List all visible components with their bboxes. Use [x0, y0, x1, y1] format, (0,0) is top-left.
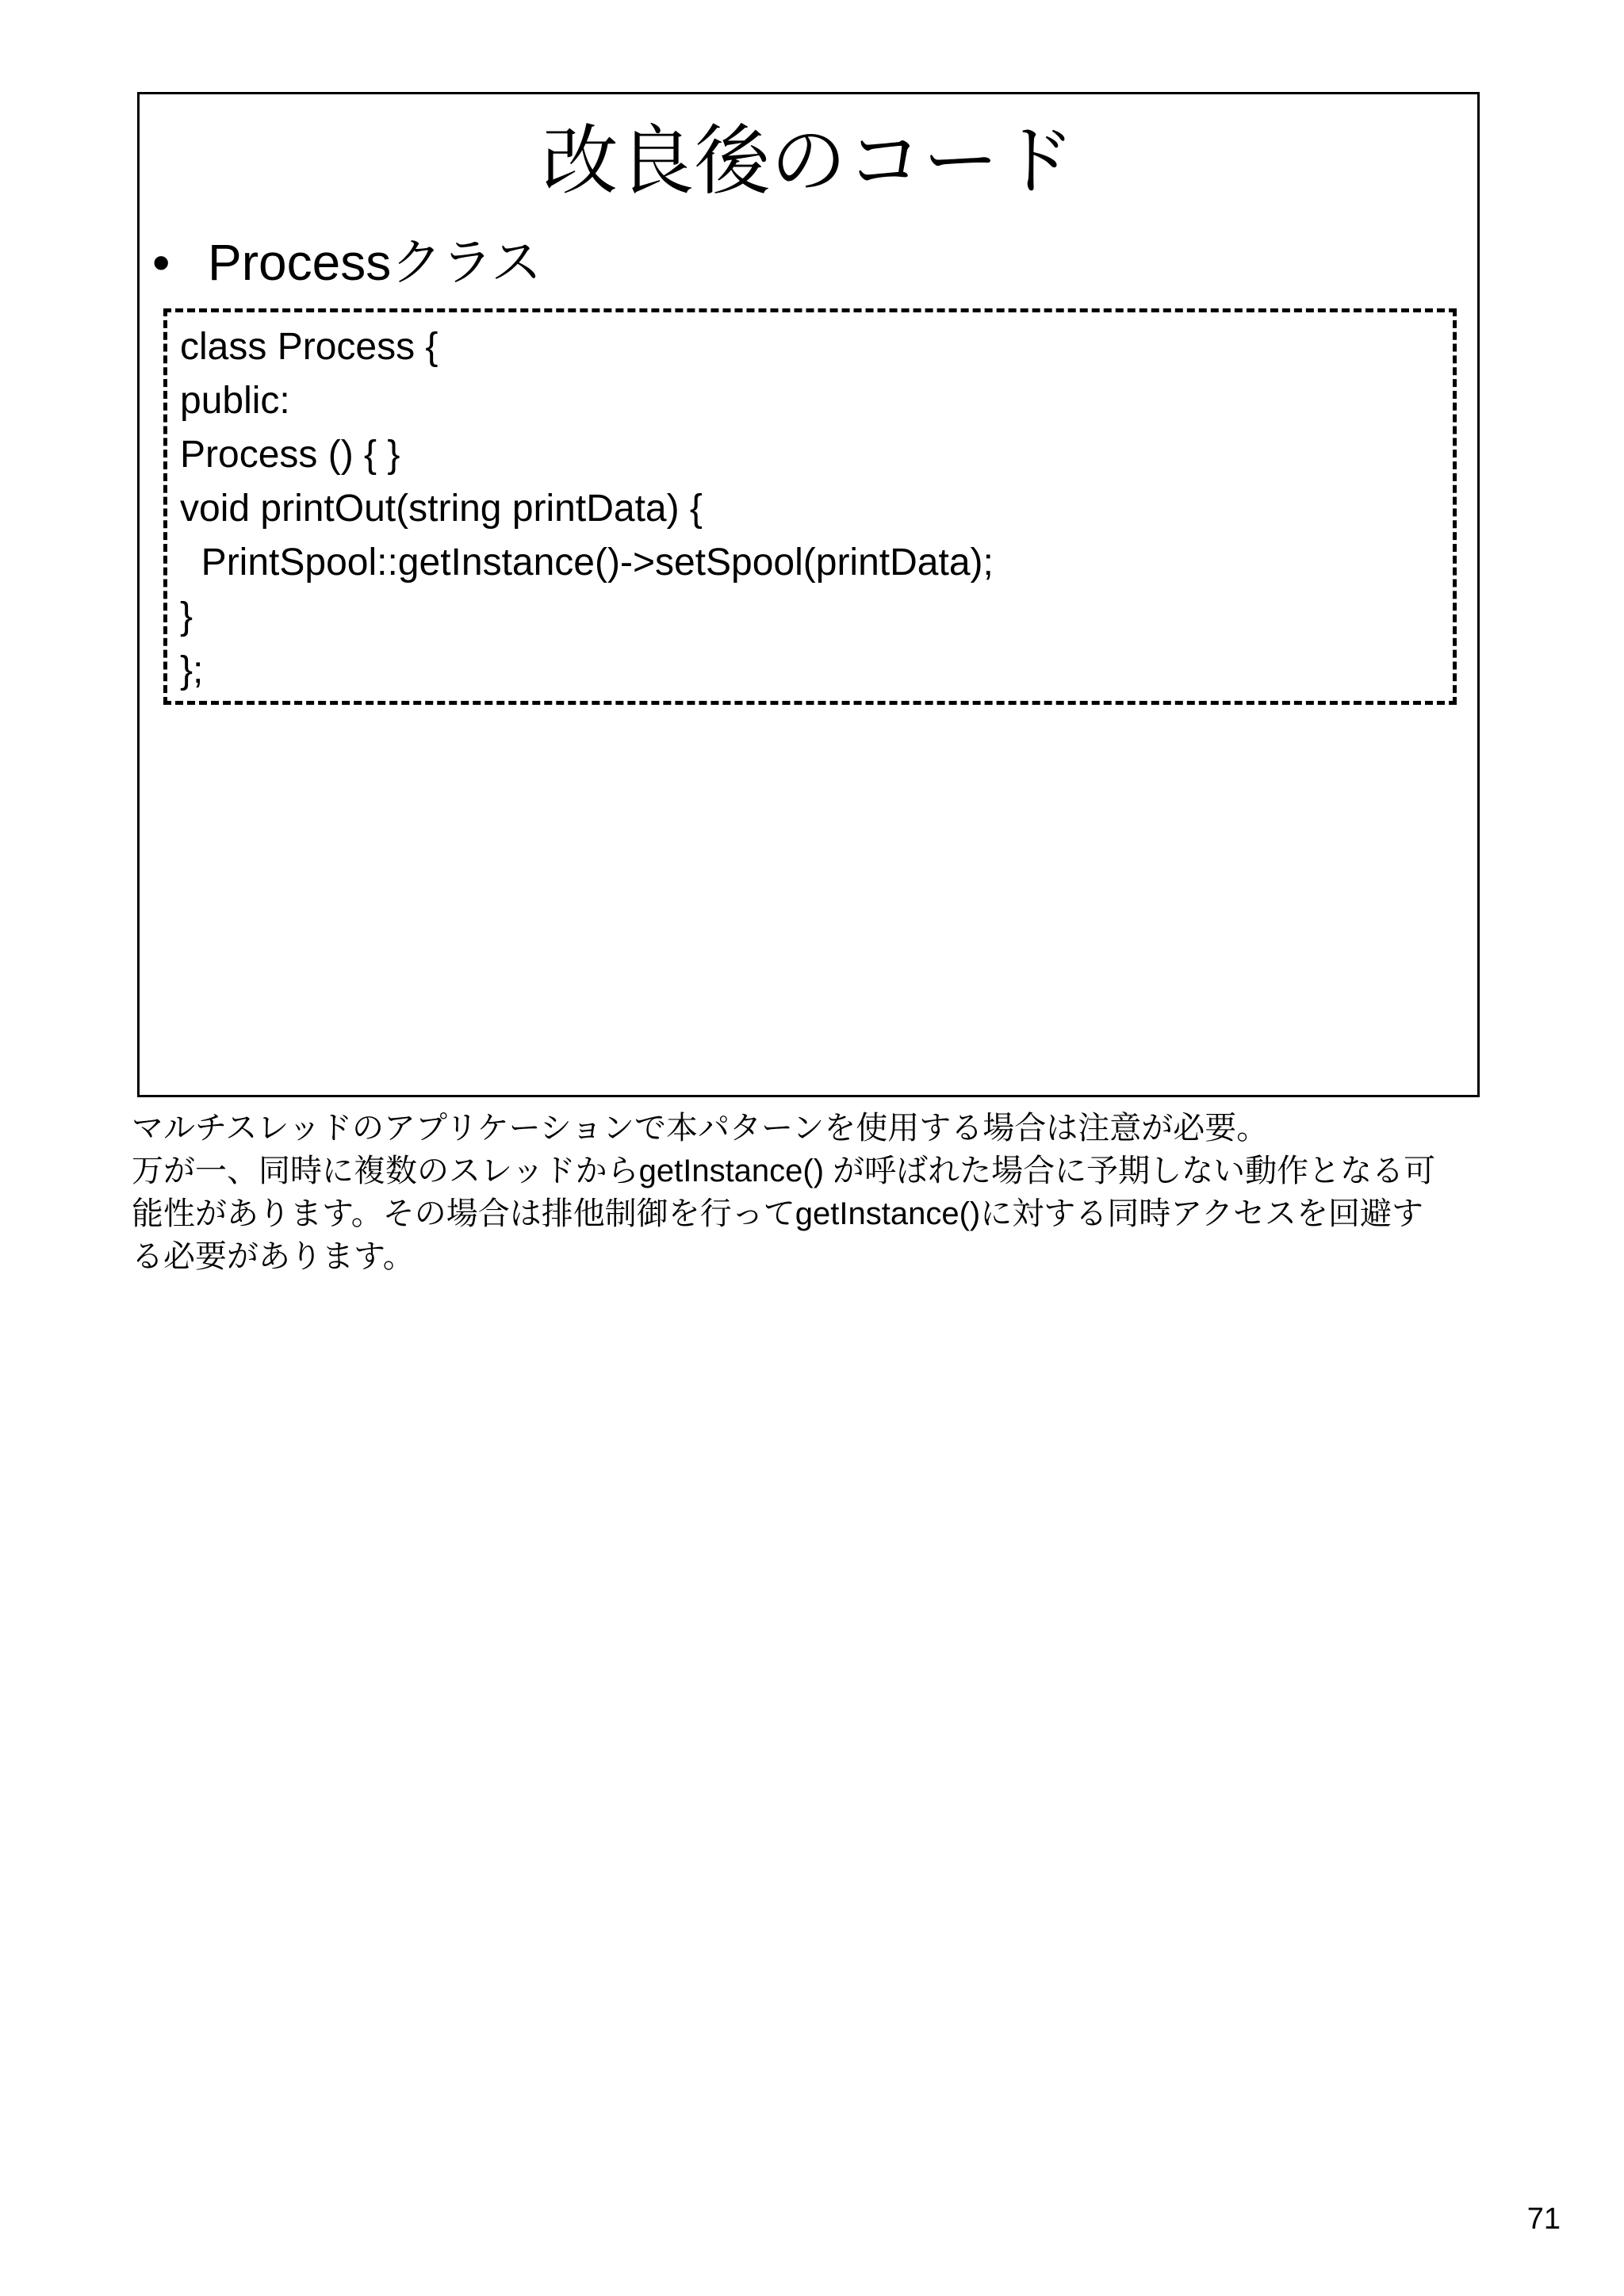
bullet-text: Processクラス: [208, 234, 542, 291]
speaker-notes: [132, 1107, 1496, 1278]
code-line: }: [180, 595, 193, 637]
note-line: 能性があります。その場合は排他制御を行ってgetInstance()に対する同時アクセスを回避す: [132, 1196, 1424, 1231]
note-line: マルチスレッドのアプリケーションで本パターンを使用する場合は注意が必要。: [132, 1111, 1269, 1146]
note-line: 万が一、同時に複数のスレッドからgetInstance() が呼ばれた場合に予期しない動作となる可: [132, 1154, 1436, 1188]
note-line: る必要があります。: [132, 1239, 415, 1274]
code-line: };: [180, 649, 204, 691]
page-number: 71: [1526, 2202, 1561, 2236]
bullet-marker: •: [152, 234, 170, 291]
code-line: public:: [180, 380, 290, 422]
code-line: class Process {: [180, 326, 439, 368]
code-line: void printOut(string printData) {: [180, 488, 703, 530]
slide-title: 改良後のコード: [542, 119, 1075, 204]
code-block: [163, 308, 1457, 705]
slide-frame: [137, 92, 1480, 1097]
code-line: Process () { }: [180, 434, 400, 476]
code-line: PrintSpool::getInstance()->setSpool(printData);: [180, 541, 994, 584]
bullet-item: [152, 229, 542, 296]
